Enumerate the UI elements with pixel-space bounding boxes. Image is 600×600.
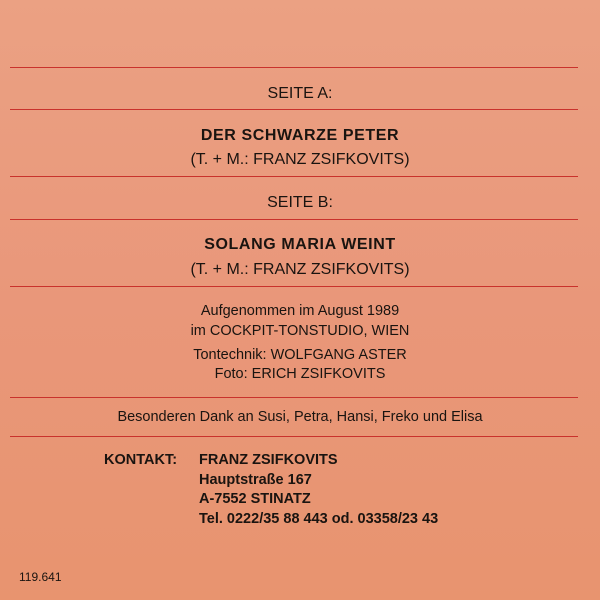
side-a-credit: (T. + M.: FRANZ ZSIFKOVITS) [190, 151, 410, 168]
catalog-number: 119.641 [19, 570, 62, 584]
contact-name: FRANZ ZSIFKOVITS [199, 452, 338, 468]
side-b-label: SEITE B: [267, 194, 333, 211]
contact-city: A-7552 STINATZ [199, 491, 311, 507]
contact-street: Hauptstraße 167 [199, 472, 312, 488]
thanks-line: Besonderen Dank an Susi, Petra, Hansi, Freko und Elisa [117, 409, 483, 425]
divider-line [10, 67, 578, 68]
divider-line [10, 286, 578, 287]
photo-credit: Foto: ERICH ZSIFKOVITS [214, 366, 386, 382]
sound-engineer: Tontechnik: WOLFGANG ASTER [193, 347, 407, 363]
side-b-credit: (T. + M.: FRANZ ZSIFKOVITS) [190, 261, 410, 278]
divider-line [10, 436, 578, 437]
divider-line [10, 176, 578, 177]
contact-label: KONTAKT: [104, 452, 178, 468]
divider-line [10, 219, 578, 220]
side-b-title: SOLANG MARIA WEINT [204, 236, 396, 253]
side-a-title: DER SCHWARZE PETER [200, 127, 400, 144]
recording-studio: im COCKPIT-TONSTUDIO, WIEN [190, 323, 410, 339]
side-a-label: SEITE A: [267, 85, 333, 102]
contact-phone: Tel. 0222/35 88 443 od. 03358/23 43 [199, 511, 439, 527]
divider-line [10, 397, 578, 398]
recording-date: Aufgenommen im August 1989 [200, 303, 400, 319]
divider-line [10, 109, 578, 110]
